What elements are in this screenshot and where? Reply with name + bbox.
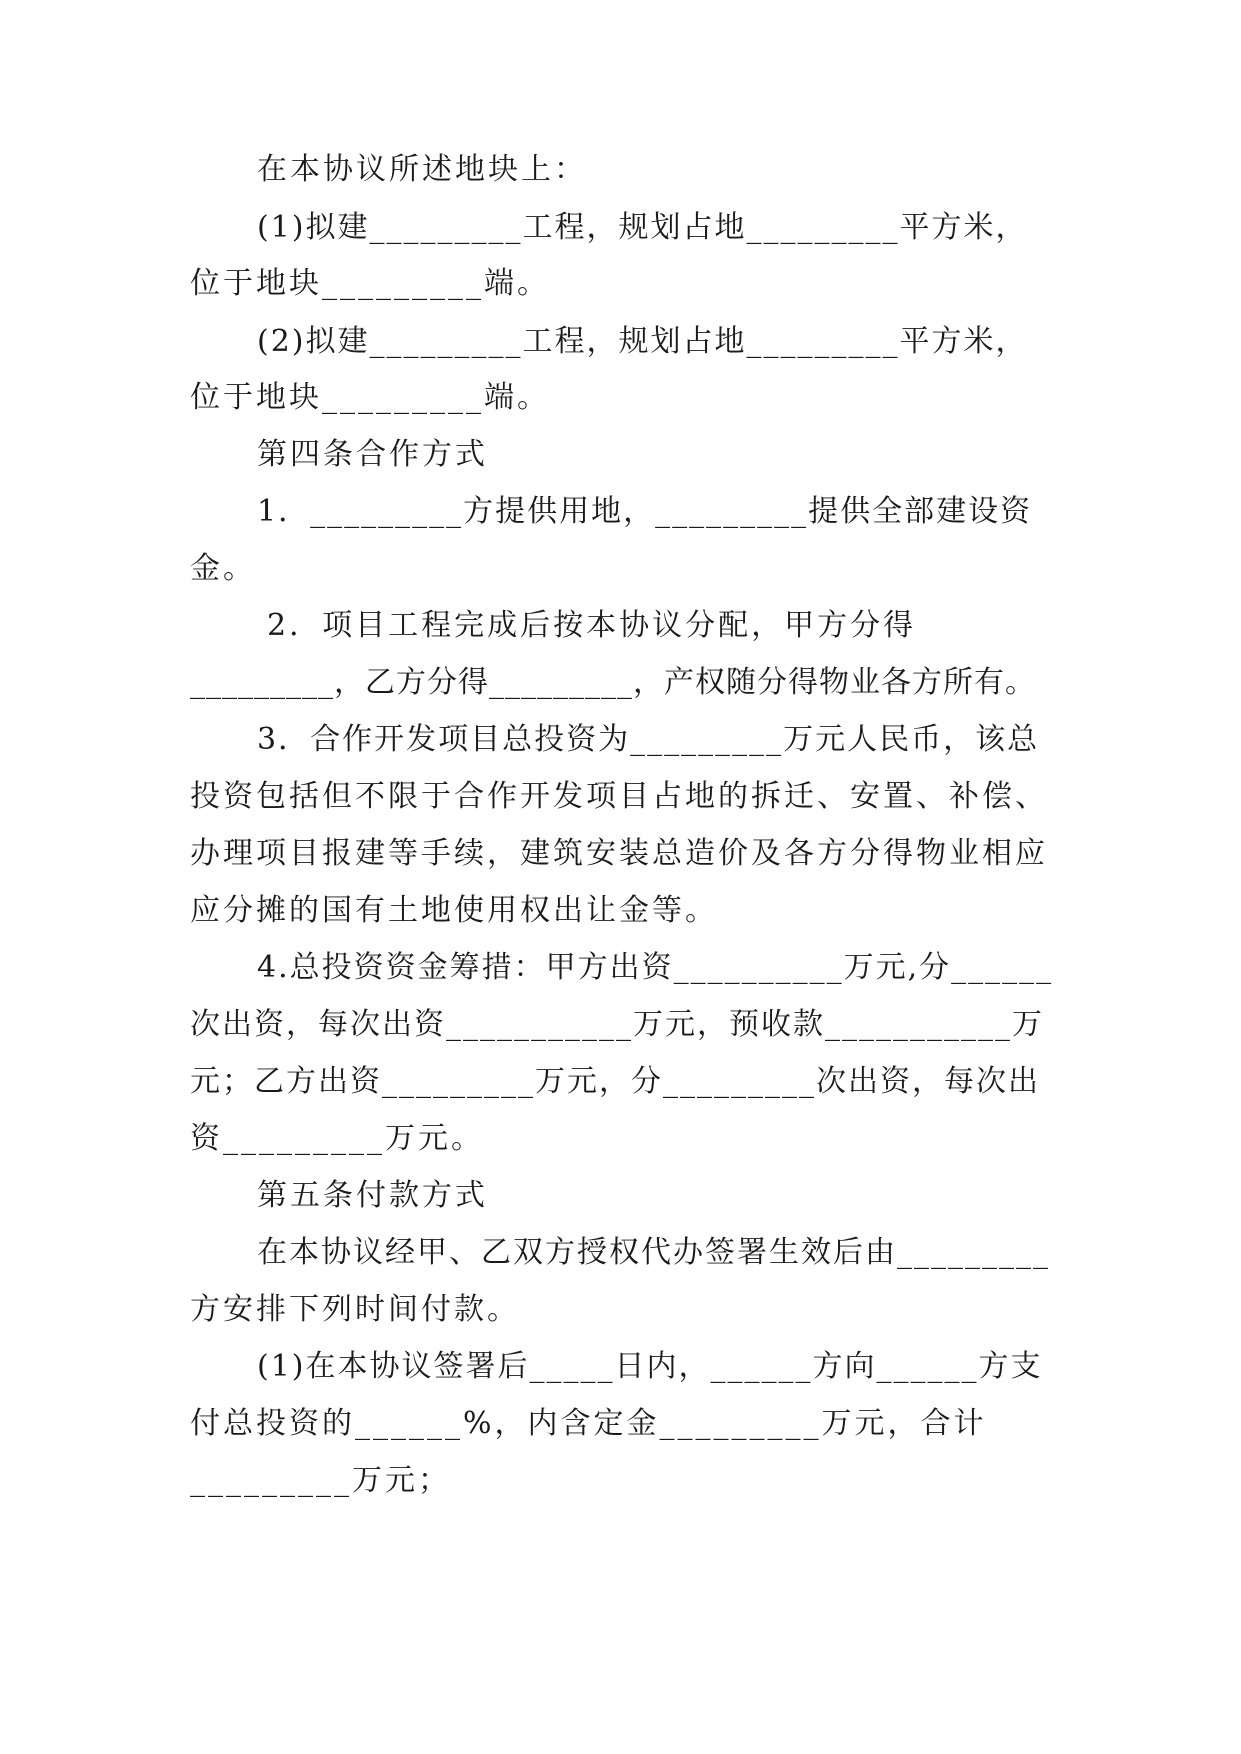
- paragraph-line: 2．项目工程完成后按本协议分配，甲方分得: [267, 608, 917, 643]
- paragraph-line: 位于地块_________端。: [190, 266, 550, 301]
- paragraph-line: (1)拟建_________工程，规划占地_________平方米，: [257, 210, 1028, 245]
- paragraph-line: 元；乙方出资_________万元，分_________次出资，每次出: [190, 1064, 1040, 1099]
- paragraph-line: 次出资，每次出资___________万元，预收款___________万: [190, 1007, 1044, 1042]
- paragraph-line: _________万元；: [190, 1463, 451, 1498]
- paragraph-line: 3．合作开发项目总投资为_________万元人民币，该总: [257, 722, 1040, 757]
- paragraph-line: 方安排下列时间付款。: [190, 1292, 520, 1327]
- paragraph-line: 付总投资的______%，内含定金_________万元，合计: [190, 1406, 987, 1441]
- paragraph-line: 应分摊的国有土地使用权出让金等。: [190, 893, 718, 928]
- paragraph-line: (1)在本协议签署后_____日内，______方向______方支: [257, 1349, 1043, 1384]
- paragraph-line: 办理项目报建等手续，建筑安装总造价及各方分得物业相应: [190, 836, 1048, 871]
- paragraph-line: (2)拟建_________工程，规划占地_________平方米，: [257, 324, 1028, 359]
- paragraph-line: 4.总投资资金筹措：甲方出资__________万元,分______: [257, 950, 1054, 985]
- paragraph-line: 1．_________方提供用地，_________提供全部建设资: [257, 494, 1033, 529]
- paragraph-line: 金。: [190, 551, 256, 586]
- section-heading: 第四条合作方式: [257, 437, 488, 472]
- paragraph-line: _________，乙方分得_________，产权随分得物业各方所有。: [190, 665, 1036, 700]
- paragraph-line: 资_________万元。: [190, 1121, 484, 1156]
- paragraph-line: 在本协议经甲、乙双方授权代办签署生效后由_________: [257, 1235, 1050, 1270]
- paragraph-line: 位于地块_________端。: [190, 380, 550, 415]
- paragraph-line: 投资包括但不限于合作开发项目占地的拆迁、安置、补偿、: [190, 779, 1048, 814]
- section-heading: 第五条付款方式: [257, 1178, 488, 1213]
- paragraph-line: 在本协议所述地块上：: [257, 152, 587, 187]
